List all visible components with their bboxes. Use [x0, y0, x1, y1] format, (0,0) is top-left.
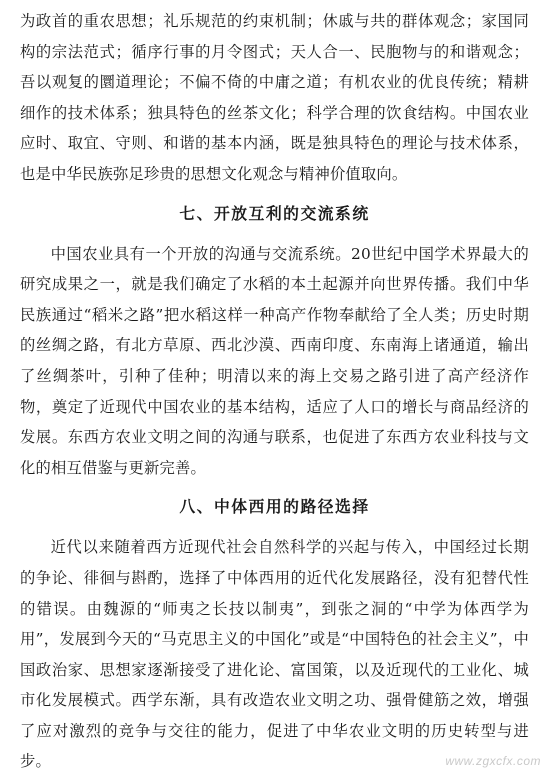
section-seven-paragraph: 中国农业具有一个开放的沟通与交流系统。20世纪中国学术界最大的研究成果之一，就是我们确定了水稻的本土起源并向世界传播。我们中华民族通过“稻米之路”把水稻这样一种高产作物奉献给了全人类；历史时期的丝绸之路，有北方草原、西北沙漠、西南印度、东南海上诸通道，输出了丝绸茶叶，引种了佳种；明清以来的海上交易之路引进了高产经济作物，奠定了近现代中国农业的基本结构，适应了人口的增长与商品经济的发展。东西方农业文明之间的沟通与联系，也促进了东西方农业科技与文化的相互借鉴与更新完善。 [20, 244, 529, 477]
intro-paragraph: 为政首的重农思想；礼乐规范的约束机制；休戚与共的群体观念；家国同构的宗法范式；循序行事的月令图式；天人合一、民胞物与的和谐观念；吾以观复的圜道理论；不偏不倚的中庸之道；有机农业的优良传统；精耕细作的技术体系；独具特色的丝茶文化；科学合理的饮食结构。中国农业应时、取宜、守则、和谐的基本内涵，既是独具特色的理论与技术体系，也是中华民族弥足珍贵的思想文化观念与精神价值取向。 [20, 12, 529, 183]
site-watermark: www.zgxcfx.com [445, 754, 541, 768]
section-seven-heading: 七、开放互利的交流系统 [179, 203, 370, 223]
section-eight-paragraph: 近代以来随着西方近现代社会自然科学的兴起与传入，中国经过长期的争论、徘徊与斟酌，选择了中体西用的近代化发展路径，没有犯替代性的错误。由魏源的“师夷之长技以制夷”，到张之洞的“中学为体西学为用”，发展到今天的“马克思主义的中国化”或是“中国特色的社会主义”，中国政治家、思想家逐渐接受了进化论、富国策，以及近现代的工业化、城市化发展模式。西学东渐，具有改造农业文明之功、强骨健筋之效，增强了应对激烈的竞争与交往的能力，促进了中华农业文明的历史转型与进步。 [20, 538, 529, 771]
section-eight-heading: 八、中体西用的路径选择 [179, 497, 370, 517]
